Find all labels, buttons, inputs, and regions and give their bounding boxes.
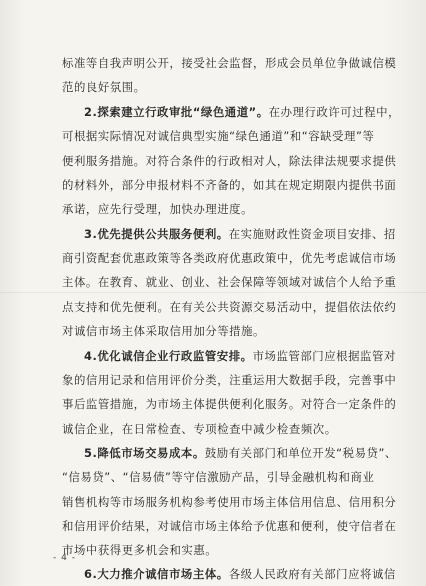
line-text: 各级人民政府有关部门应将诚信: [228, 567, 396, 581]
body-line: [62, 296, 396, 318]
paragraph-heading: 5.降低市场交易成本。: [84, 446, 205, 460]
line-text: 对诚信市场主体采取信用加分等措施。: [62, 324, 265, 338]
paragraph-6-first-line: [84, 563, 396, 585]
paragraph-heading: 3.优先提供公共服务便利。: [84, 227, 229, 241]
line-text: 范的良好氛围。: [62, 80, 146, 94]
line-text: 可根据实际情况对诚信典型实施“绿色通道”和“容缺受理”等: [62, 129, 375, 143]
line-text: “信易贷”、“信易债”等守信激励产品，引导金融机构和商业: [62, 470, 375, 484]
line-text: 市场中获得更多机会和实惠。: [62, 543, 218, 557]
paragraph-heading: 2.探索建立行政审批“绿色通道”。: [84, 105, 269, 119]
body-line: [62, 271, 396, 293]
paragraph-heading: 4.优化诚信企业行政监管安排。: [84, 349, 253, 363]
paragraph-4-first-line: [84, 345, 396, 367]
paragraph-5-first-line: [84, 442, 397, 464]
line-text: 商引资配套优惠政策等各类政府优惠政策中，优先考虑诚信市场: [62, 251, 397, 265]
body-line: [62, 320, 265, 342]
body-line: [62, 125, 374, 147]
body-line: [62, 515, 396, 537]
body-line: [62, 247, 396, 269]
line-text: 象的信用记录和信用评价分类，注重运用大数据手段，完善事中: [62, 373, 397, 387]
body-line: [62, 369, 396, 391]
body-line: [62, 539, 217, 561]
line-text: 诚信企业，在日常检查、专项检查中减少检查频次。: [62, 422, 337, 436]
line-text: 和信用评价结果，对诚信市场主体给予优惠和便利，使守信者在: [62, 519, 397, 533]
body-line: [62, 150, 396, 172]
line-text: 销售机构等市场服务机构参考使用市场主体信用信息、信用积分: [62, 495, 397, 509]
body-line: [62, 198, 253, 220]
line-text: 的材料外，部分申报材料不齐备的，如其在规定期限内提供书面: [62, 178, 397, 192]
paragraph-heading: 6.大力推介诚信市场主体。: [84, 567, 229, 581]
page-number: - 4 -: [53, 553, 76, 563]
line-text: 主体。在教育、就业、创业、社会保障等领域对诚信个人给予重: [62, 275, 397, 289]
line-text: 市场监管部门应根据监管对: [252, 349, 396, 363]
line-text: 事后监管措施，为市场主体提供便利化服务。对符合一定条件的: [62, 397, 397, 411]
line-text: 在实施财政性资金项目安排、招: [228, 227, 396, 241]
paragraph-3-first-line: [84, 223, 396, 245]
line-text: 在办理行政许可过程中，: [268, 105, 401, 119]
body-line: [62, 174, 396, 196]
body-line: [62, 76, 146, 98]
body-line: [62, 418, 337, 440]
line-text: 承诺，应先行受理，加快办理进度。: [62, 202, 254, 216]
body-line: [62, 52, 396, 74]
body-line: [62, 466, 374, 488]
paragraph-2-first-line: [84, 101, 400, 123]
line-text: 点支持和优先便利。在有关公共资源交易活动中，提倡依法依约: [62, 300, 397, 314]
body-line: [62, 393, 396, 415]
body-line: [62, 491, 396, 513]
line-text: 标准等自我声明公开，接受社会监督，形成会员单位争做诚信模: [62, 56, 397, 70]
line-text: 便利服务措施。对符合条件的行政相对人，除法律法规要求提供: [62, 154, 397, 168]
line-text: 鼓励有关部门和单位开发“税易贷”、: [204, 446, 397, 460]
